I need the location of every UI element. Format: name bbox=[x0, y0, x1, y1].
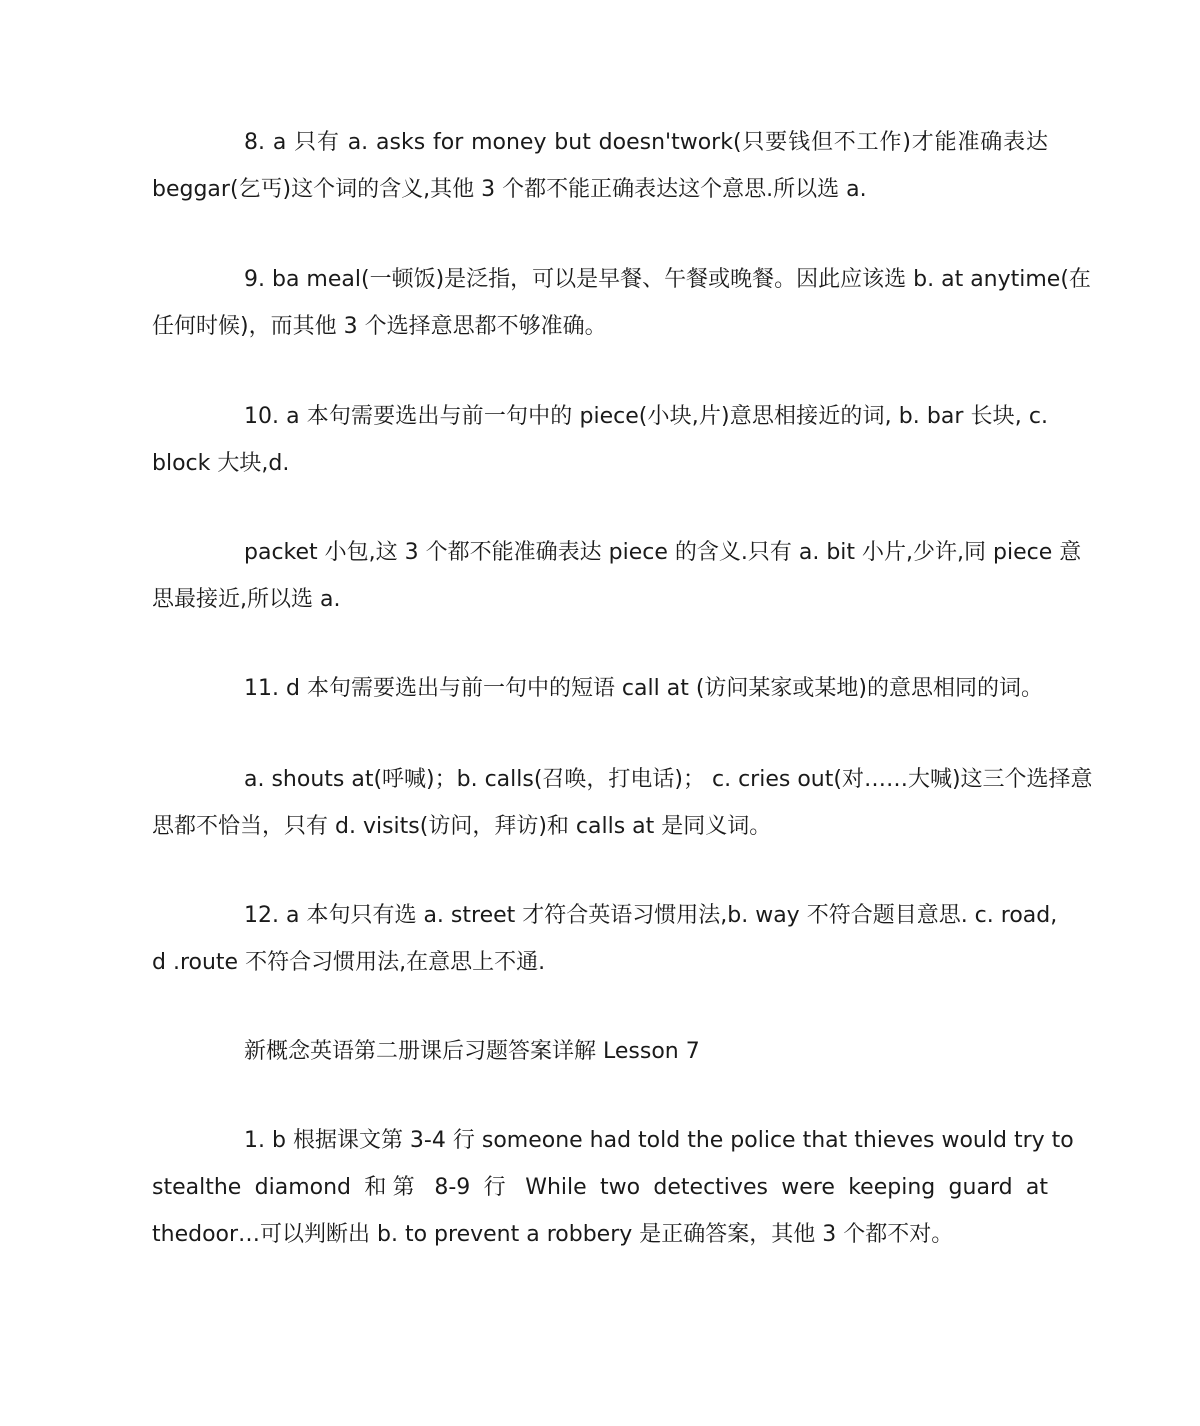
answer-11-line-1: 11. d 本句需要选出与前一句中的短语 call at (访问某家或某地)的意思相同的词。 bbox=[244, 676, 1043, 701]
answer-10-line-1: 10. a 本句需要选出与前一句中的 piece(小块,片)意思相接近的词, b. bar 长块, c. bbox=[244, 404, 1048, 429]
answer-11-continued bbox=[152, 756, 1093, 850]
lesson-7-answer-1-line-3: thedoor…可以判断出 b. to prevent a robbery 是正确答案，其他 3 个都不对。 bbox=[152, 1222, 954, 1247]
lesson-7-heading bbox=[152, 1028, 1048, 1075]
lesson-7-answer-1-line-1: 1. b 根据课文第 3-4 行 someone had told the police that thieves would try to bbox=[244, 1128, 1074, 1153]
answer-12 bbox=[152, 892, 1058, 986]
answer-10-continued bbox=[152, 529, 1082, 623]
answer-10 bbox=[152, 393, 1048, 487]
answer-8-line-2: beggar(乞丐)这个词的含义,其他 3 个都不能正确表达这个意思.所以选 a. bbox=[152, 177, 867, 202]
answer-8 bbox=[152, 119, 1048, 213]
lesson-7-heading-text: 新概念英语第二册课后习题答案详解 Lesson 7 bbox=[244, 1039, 700, 1064]
answer-9 bbox=[152, 256, 1091, 350]
answer-12-line-1: 12. a 本句只有选 a. street 才符合英语习惯用法,b. way 不符合题目意思. c. road, bbox=[244, 903, 1058, 928]
lesson-7-answer-1-line-2: stealthe diamond 和第 8-9 行 While two detectives were keeping guard at bbox=[152, 1175, 1048, 1200]
answer-9-line-1: 9. ba meal(一顿饭)是泛指，可以是早餐、午餐或晚餐。因此应该选 b. at anytime(在 bbox=[244, 267, 1091, 292]
answer-9-line-2: 任何时候)，而其他 3 个选择意思都不够准确。 bbox=[152, 314, 607, 339]
answer-11 bbox=[152, 665, 1048, 712]
answer-11-cont-line-2: 思都不恰当，只有 d. visits(访问，拜访)和 calls at 是同义词。 bbox=[152, 814, 772, 839]
answer-10-cont-line-1: packet 小包,这 3 个都不能准确表达 piece 的含义.只有 a. bit 小片,少许,同 piece 意 bbox=[244, 540, 1082, 565]
answer-8-line-1: 8. a 只有 a. asks for money but doesn'twork(只要钱但不工作)才能准确表达 bbox=[244, 130, 1048, 155]
answer-10-line-2: block 大块,d. bbox=[152, 451, 290, 476]
answer-11-cont-line-1: a. shouts at(呼喊)；b. calls(召唤，打电话)； c. cries out(对……大喊)这三个选择意 bbox=[244, 767, 1093, 792]
lesson-7-answer-1 bbox=[152, 1117, 1074, 1258]
answer-12-line-2: d .route 不符合习惯用法,在意思上不通. bbox=[152, 950, 546, 975]
answer-10-cont-line-2: 思最接近,所以选 a. bbox=[152, 587, 341, 612]
